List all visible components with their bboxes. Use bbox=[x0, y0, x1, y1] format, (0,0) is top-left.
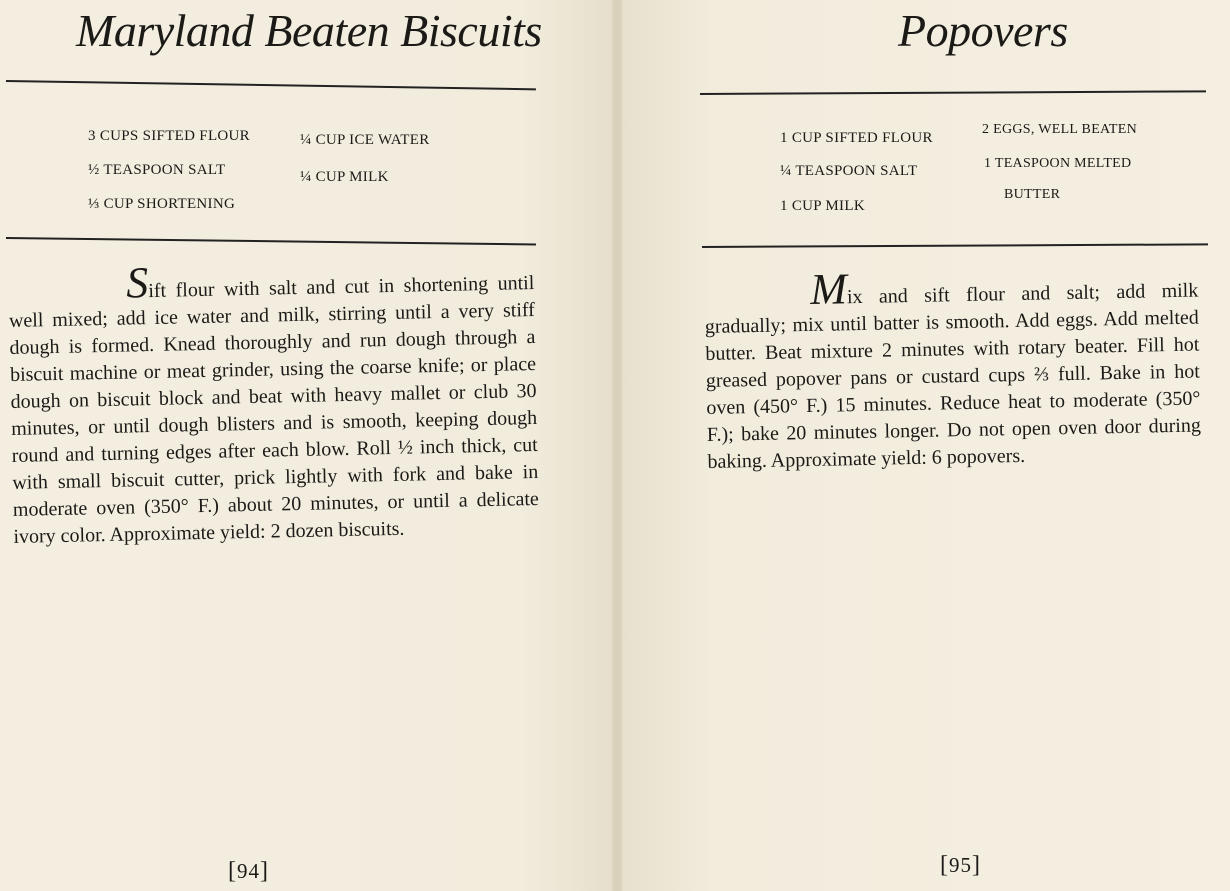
ingredient-item: 1 TEASPOON MELTED bbox=[984, 156, 1132, 171]
ingredient-item: ¼ CUP MILK bbox=[300, 169, 389, 185]
method-paragraph bbox=[8, 258, 540, 551]
page-number: [95] bbox=[940, 852, 981, 878]
method-text: ift flour with salt and cut in shortening until well mixed; add ice water and milk, stirring until a very stiff dough is formed. Knead thoroughly and run dough through a biscuit machine or meat grinder, using the coarse knife; or place dough on biscuit block and beat with heavy mallet or club 30 minutes, or until dough blisters and is smooth, keeping dough round and turning edges after each blow. Roll ½ inch thick, cut with small biscuit cutter, prick lightly with fork and bake in moderate oven (350° F.) about 20 minutes, or until a delicate ivory color. Approximate yield: 2 dozen biscuits. bbox=[8, 271, 540, 548]
bottom-rule bbox=[6, 237, 536, 245]
drop-cap: S bbox=[125, 258, 149, 308]
page-number-value: 94 bbox=[237, 859, 260, 883]
ingredient-item: ⅓ CUP SHORTENING bbox=[88, 196, 236, 212]
recipe-title: Popovers bbox=[898, 5, 1068, 56]
page-number: [94] bbox=[228, 858, 269, 884]
drop-cap: M bbox=[809, 264, 848, 314]
page-number-value: 95 bbox=[949, 853, 972, 877]
method-paragraph bbox=[704, 264, 1202, 476]
ingredient-item: ½ TEASPOON SALT bbox=[88, 162, 226, 178]
page-right bbox=[622, 0, 1230, 891]
page-left bbox=[0, 0, 612, 891]
top-rule bbox=[6, 80, 536, 90]
ingredient-item: 2 EGGS, WELL BEATEN bbox=[982, 122, 1138, 137]
recipe-title: Maryland Beaten Biscuits bbox=[76, 5, 542, 56]
top-rule bbox=[700, 90, 1206, 95]
ingredient-item: BUTTER bbox=[1004, 187, 1061, 202]
method-text: ix and sift flour and salt; add milk gradually; mix until batter is smooth. Add eggs. Add melted butter. Beat mixture 2 minutes with rotary beater. Fill hot greased popover pans or custard cups ⅔ full. Bake in hot oven (450° F.) 15 minutes. Reduce heat to moderate (350° F.); bake 20 minutes longer. Do not open oven door during baking. Approximate yield: 6 popovers. bbox=[704, 279, 1202, 473]
ingredient-item: 1 CUP MILK bbox=[780, 198, 865, 214]
ingredient-item: 3 CUPS SIFTED FLOUR bbox=[88, 128, 250, 144]
ingredient-item: ¼ CUP ICE WATER bbox=[300, 132, 430, 148]
ingredient-item: ¼ TEASPOON SALT bbox=[780, 163, 918, 179]
bottom-rule bbox=[702, 243, 1208, 248]
ingredient-item: 1 CUP SIFTED FLOUR bbox=[780, 130, 933, 146]
